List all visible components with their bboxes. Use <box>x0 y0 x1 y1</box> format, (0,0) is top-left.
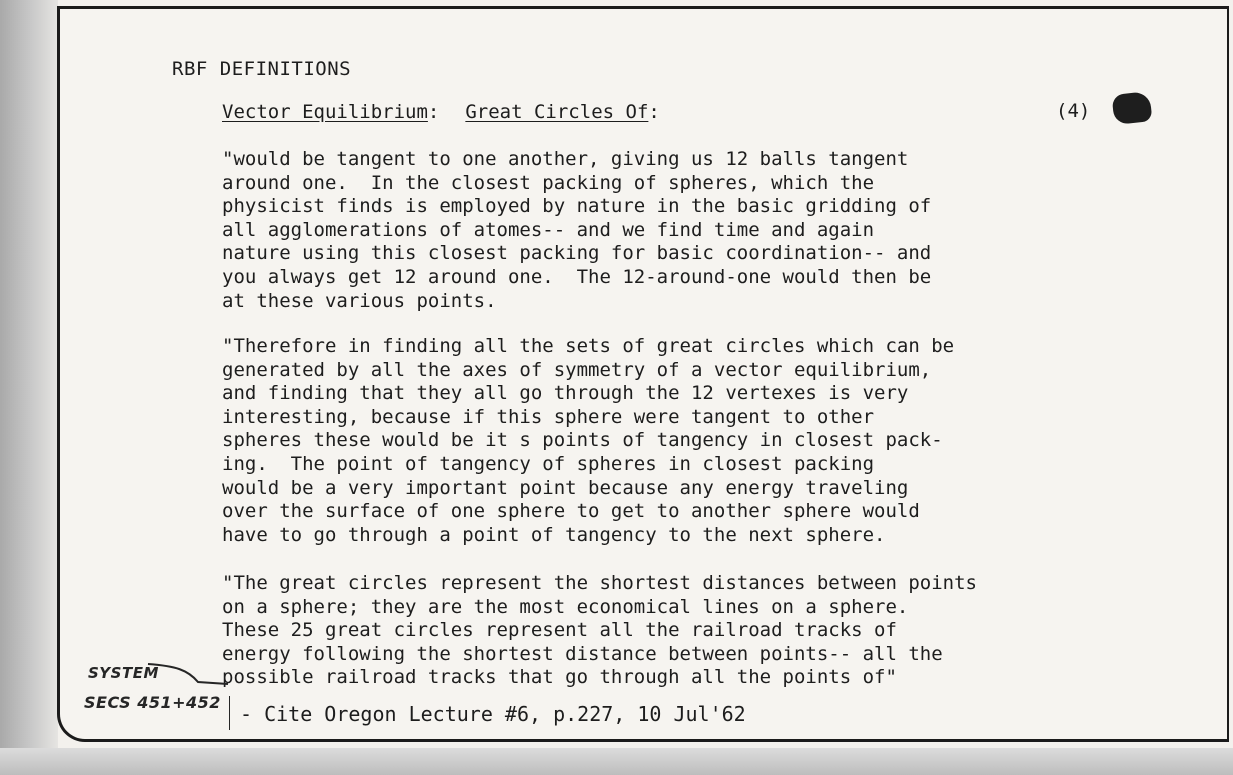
definition-title <box>222 101 660 123</box>
scan-bottom-shadow <box>0 748 1233 775</box>
title-term: Vector Equilibrium <box>222 101 428 123</box>
handwritten-note-sections: SECS 451+452 <box>84 693 221 712</box>
handwritten-bracket <box>146 660 230 730</box>
header-label: RBF DEFINITIONS <box>172 58 352 80</box>
quote-paragraph-3: "The great circles represent the shortest distances between points on a sphere; they are the most economical lines on a sphere. These 25 great circles represent all the railroad tracks of energy following the shortest distance between points-- all the possible railroad tracks that go through all the points of" <box>222 572 977 689</box>
title-subterm: Great Circles Of <box>465 101 649 123</box>
quote-paragraph-2: "Therefore in finding all the sets of great circles which can be generated by all the axes of symmetry of a vector equilibrium, and finding that they all go through the 12 vertexes is very interesting, because if this sphere were tangent to other spheres these would be it s points of tangency in closest pack- ing. The point of tangency of spheres in closest packing would be a very important point because any energy traveling over the surface of one sphere to get to another sphere would have to go through a point of tangency to the next sphere. <box>222 335 955 546</box>
handwritten-note-system: SYSTEM <box>88 664 159 682</box>
title-separator: : <box>427 101 440 123</box>
title-colon: : <box>648 101 660 123</box>
quote-paragraph-1: "would be tangent to one another, giving us 12 balls tangent around one. In the closest packing of spheres, which the physicist finds is employed by nature in the basic gridding of all agglomerations of atomes-- and we find time and again nature using this closest packing for basic coordination-- and you always get 12 around one. The 12-around-one would then be at these various points. <box>222 148 932 312</box>
scan-edge <box>0 0 58 775</box>
page-marker: (4) <box>1056 100 1091 122</box>
citation: - Cite Oregon Lecture #6, p.227, 10 Jul'62 <box>240 702 746 726</box>
